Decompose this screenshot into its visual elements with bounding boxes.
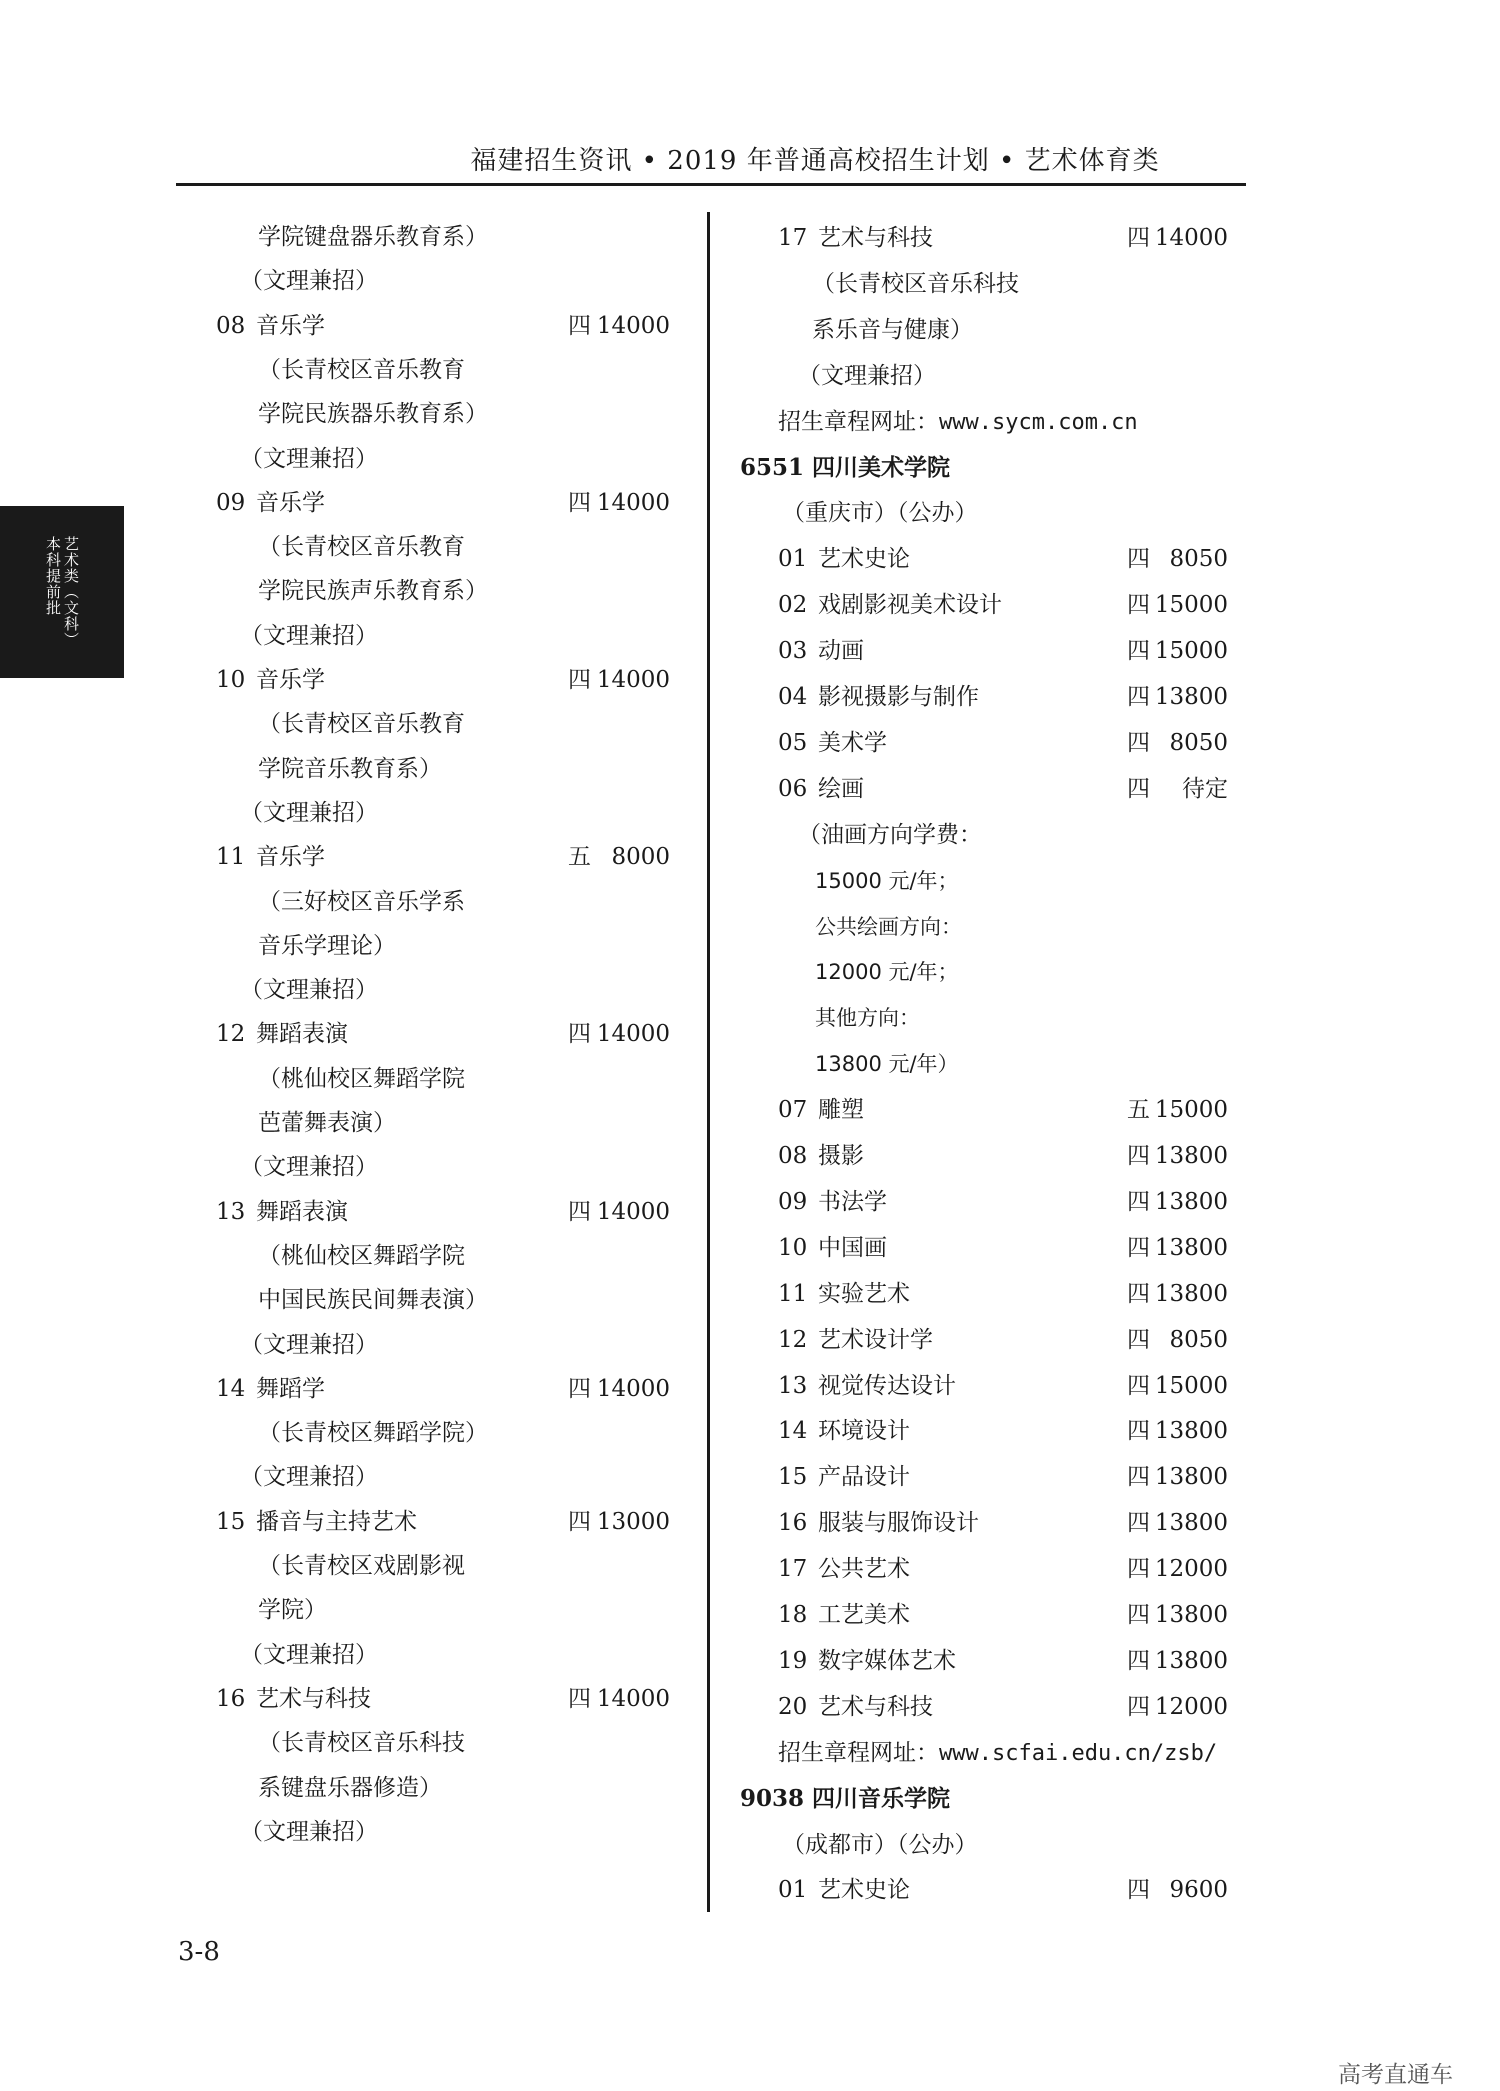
program-code: 10 <box>778 1234 808 1261</box>
url-text: www.sycm.com.cn <box>939 409 1138 435</box>
program-label <box>778 1369 956 1403</box>
program-detail: 系键盘乐器修造） <box>258 1774 442 1801</box>
program-years: 四 <box>568 1508 591 1535</box>
program-fee: 14000 <box>596 1375 670 1402</box>
program-name: 戏剧影视美术设计 <box>818 592 1002 619</box>
program-fee: 14000 <box>596 489 670 516</box>
program-years: 四 <box>1127 1602 1150 1628</box>
program-label <box>778 221 933 255</box>
program-code: 16 <box>778 1510 808 1537</box>
program-label <box>778 588 1002 622</box>
program-code: 04 <box>778 684 808 710</box>
school-name: 四川音乐学院 <box>812 1784 951 1812</box>
program-label <box>216 840 325 874</box>
program-name: 舞蹈学 <box>256 1375 325 1402</box>
program-detail: 学院民族器乐教育系） <box>258 401 488 428</box>
program-label <box>778 1414 910 1448</box>
program-label <box>778 1277 910 1311</box>
program-name: 公共艺术 <box>818 1556 910 1583</box>
enrollment-note: （文理兼招） <box>240 977 378 1004</box>
program-code: 02 <box>778 592 808 619</box>
program-name: 书法学 <box>818 1188 887 1215</box>
program-years: 四 <box>568 667 591 693</box>
program-code: 18 <box>778 1602 808 1628</box>
program-fee: 8000 <box>611 844 670 871</box>
program-detail: （长青校区音乐教育 <box>258 711 465 738</box>
program-name: 艺术史论 <box>818 546 910 573</box>
program-label <box>216 663 325 697</box>
program-fee: 13800 <box>1154 1602 1228 1628</box>
program-fee: 14000 <box>596 1685 670 1712</box>
program-label <box>778 1690 933 1724</box>
program-fee: 13800 <box>1154 1188 1228 1215</box>
program-name: 艺术史论 <box>818 1877 910 1904</box>
program-name: 服装与服饰设计 <box>818 1510 979 1537</box>
program-fee: 15000 <box>1154 638 1228 665</box>
program-label <box>778 1873 910 1907</box>
program-years: 四 <box>1127 638 1150 665</box>
program-label <box>216 1372 325 1406</box>
program-years: 五 <box>1127 1097 1150 1124</box>
program-years: 四 <box>568 312 591 339</box>
school-code: 9038 <box>740 1784 805 1812</box>
enrollment-note: （文理兼招） <box>240 445 378 472</box>
section-side-tab <box>0 506 124 678</box>
program-name: 舞蹈表演 <box>256 1198 348 1225</box>
header-rule <box>176 183 1246 186</box>
program-code: 17 <box>778 225 808 251</box>
program-code: 07 <box>778 1097 808 1124</box>
program-fee: 15000 <box>1154 1372 1228 1399</box>
program-code: 01 <box>778 546 808 573</box>
program-code: 16 <box>216 1685 246 1712</box>
program-label <box>778 726 887 760</box>
program-fee: 13800 <box>1154 684 1228 710</box>
program-detail: （桃仙校区舞蹈学院 <box>258 1242 465 1269</box>
program-name: 工艺美术 <box>818 1602 910 1628</box>
program-name: 视觉传达设计 <box>818 1372 956 1399</box>
fee-note: （油画方向学费： <box>798 821 982 848</box>
program-code: 11 <box>778 1280 808 1307</box>
program-fee: 13800 <box>1154 1510 1228 1537</box>
program-detail: （桃仙校区舞蹈学院 <box>258 1065 465 1092</box>
enrollment-note: （文理兼招） <box>240 1818 378 1845</box>
admission-url <box>778 405 1138 440</box>
program-fee: 15000 <box>1154 592 1228 619</box>
program-fee: 8050 <box>1169 1326 1228 1353</box>
enrollment-note: （文理兼招） <box>240 1331 378 1358</box>
program-code: 01 <box>778 1877 808 1904</box>
program-years: 四 <box>1127 1234 1150 1261</box>
enrollment-note: （文理兼招） <box>240 1154 378 1181</box>
fee-note: 15000 元/年； <box>815 868 959 893</box>
enrollment-note: （文理兼招） <box>240 799 378 826</box>
program-code: 09 <box>778 1188 808 1215</box>
school-name: 四川美术学院 <box>812 453 951 481</box>
program-fee: 8050 <box>1169 729 1228 756</box>
program-detail: 芭蕾舞表演） <box>258 1110 396 1136</box>
program-label <box>778 1185 887 1219</box>
program-years: 四 <box>1127 225 1150 251</box>
program-years: 四 <box>1127 1143 1150 1169</box>
program-years: 四 <box>1127 1877 1150 1904</box>
program-years: 四 <box>1127 1372 1150 1399</box>
program-fee: 14000 <box>596 312 670 339</box>
program-years: 四 <box>1127 1647 1150 1674</box>
program-label <box>778 1644 956 1678</box>
program-years: 四 <box>1127 1510 1150 1537</box>
program-code: 10 <box>216 667 246 693</box>
program-label <box>778 634 864 668</box>
program-years: 四 <box>1127 1556 1150 1583</box>
program-label <box>778 1460 910 1494</box>
program-label <box>778 680 979 714</box>
program-years: 四 <box>1127 1188 1150 1215</box>
program-label <box>778 1093 864 1127</box>
program-code: 14 <box>778 1418 808 1445</box>
program-name: 动画 <box>818 638 864 665</box>
school-title <box>740 1782 950 1816</box>
enrollment-note: （文理兼招） <box>240 622 378 649</box>
program-label <box>778 1323 933 1357</box>
program-years: 四 <box>568 1375 591 1402</box>
program-years: 四 <box>1127 1326 1150 1353</box>
program-years: 四 <box>568 1198 591 1225</box>
program-name: 音乐学 <box>256 312 325 339</box>
program-years: 五 <box>568 844 591 871</box>
program-label <box>216 1195 348 1229</box>
program-years: 四 <box>1127 1693 1150 1720</box>
program-name: 艺术与科技 <box>818 225 933 251</box>
program-years: 四 <box>568 489 591 516</box>
program-name: 音乐学 <box>256 489 325 516</box>
program-years: 四 <box>1127 1280 1150 1307</box>
program-detail: （长青校区音乐教育 <box>258 534 465 561</box>
program-label <box>216 1017 348 1051</box>
enrollment-note: （文理兼招） <box>240 1464 378 1491</box>
url-label: 招生章程网址： <box>778 408 939 435</box>
program-years: 四 <box>1127 592 1150 619</box>
url-label: 招生章程网址： <box>778 1739 939 1766</box>
program-detail: 学院民族声乐教育系） <box>258 578 488 605</box>
program-years: 四 <box>1127 546 1150 573</box>
program-detail: （长青校区音乐科技 <box>258 1730 465 1757</box>
program-years: 四 <box>1127 729 1150 756</box>
program-detail: 学院音乐教育系） <box>258 755 442 782</box>
program-code: 13 <box>778 1372 808 1399</box>
program-code: 12 <box>778 1326 808 1353</box>
program-detail: 学院） <box>258 1597 327 1624</box>
admission-url <box>778 1736 1217 1771</box>
side-tab-line2: 本科提前批 <box>44 536 62 616</box>
program-fee: 14000 <box>596 667 670 693</box>
running-header: 福建招生资讯 • 2019 年普通高校招生计划 • 艺术体育类 <box>470 146 1160 176</box>
program-code: 15 <box>778 1464 808 1491</box>
column-divider <box>707 212 710 1912</box>
program-name: 播音与主持艺术 <box>256 1508 417 1535</box>
program-fee: 13800 <box>1154 1418 1228 1445</box>
program-fee: 13800 <box>1154 1280 1228 1307</box>
program-detail: （长青校区戏剧影视 <box>258 1553 465 1579</box>
program-fee: 13000 <box>596 1508 670 1535</box>
side-tab-line1: 艺术类（文科） <box>62 536 80 648</box>
program-label <box>778 542 910 576</box>
program-years: 四 <box>1127 1418 1150 1445</box>
program-code: 20 <box>778 1693 808 1720</box>
program-fee: 12000 <box>1154 1693 1228 1720</box>
program-label <box>778 1598 910 1632</box>
program-name: 舞蹈表演 <box>256 1021 348 1048</box>
program-name: 数字媒体艺术 <box>818 1647 956 1674</box>
program-code: 06 <box>778 775 808 802</box>
program-name: 影视摄影与制作 <box>818 684 979 710</box>
program-code: 12 <box>216 1021 246 1048</box>
program-detail: 中国民族民间舞表演） <box>258 1287 488 1314</box>
fee-note: 公共绘画方向： <box>815 914 962 939</box>
school-location: （重庆市）（公办） <box>782 500 978 527</box>
program-code: 03 <box>778 638 808 665</box>
program-detail: （长青校区音乐科技 <box>812 270 1019 297</box>
program-detail: （三好校区音乐学系 <box>258 888 465 915</box>
program-label <box>216 486 325 520</box>
program-fee: 13800 <box>1154 1647 1228 1674</box>
program-name: 雕塑 <box>818 1097 864 1124</box>
watermark: 高考直通车 <box>1338 2062 1453 2088</box>
program-label <box>216 1682 371 1716</box>
program-code: 13 <box>216 1198 246 1225</box>
program-label <box>778 1231 887 1265</box>
program-name: 绘画 <box>818 775 864 802</box>
fee-note: 其他方向： <box>815 1006 920 1031</box>
program-detail: 音乐学理论） <box>258 932 396 959</box>
program-fee: 13800 <box>1154 1234 1228 1261</box>
program-name: 音乐学 <box>256 844 325 871</box>
program-label <box>778 1506 979 1540</box>
program-name: 环境设计 <box>818 1418 910 1445</box>
program-label <box>778 1139 864 1173</box>
program-detail: 学院键盘器乐教育系） <box>258 224 488 250</box>
program-years: 四 <box>568 1021 591 1048</box>
program-code: 08 <box>778 1143 808 1169</box>
program-label <box>216 309 325 343</box>
program-fee: 9600 <box>1169 1877 1228 1904</box>
program-fee: 8050 <box>1169 546 1228 573</box>
program-code: 14 <box>216 1375 246 1402</box>
program-name: 摄影 <box>818 1143 864 1169</box>
program-name: 艺术与科技 <box>256 1685 371 1712</box>
program-name: 艺术与科技 <box>818 1693 933 1720</box>
program-fee: 12000 <box>1154 1556 1228 1583</box>
program-years: 四 <box>1127 1464 1150 1491</box>
school-title <box>740 451 950 485</box>
program-name: 实验艺术 <box>818 1280 910 1307</box>
program-fee: 13800 <box>1154 1464 1228 1491</box>
fee-note: 13800 元/年） <box>815 1052 959 1077</box>
program-code: 11 <box>216 844 246 871</box>
program-fee: 14000 <box>596 1198 670 1225</box>
program-code: 17 <box>778 1556 808 1583</box>
school-code: 6551 <box>740 453 805 481</box>
program-code: 08 <box>216 312 246 339</box>
program-fee: 14000 <box>596 1021 670 1048</box>
program-fee: 13800 <box>1154 1143 1228 1169</box>
program-name: 音乐学 <box>256 667 325 693</box>
program-detail: 系乐音与健康） <box>812 316 973 343</box>
program-detail: （长青校区舞蹈学院） <box>258 1420 488 1447</box>
fee-note: 12000 元/年； <box>815 960 959 985</box>
program-name: 美术学 <box>818 729 887 756</box>
enrollment-note: （文理兼招） <box>240 268 378 295</box>
program-name: 中国画 <box>818 1234 887 1261</box>
program-code: 05 <box>778 729 808 756</box>
program-years: 四 <box>568 1685 591 1712</box>
program-name: 艺术设计学 <box>818 1326 933 1353</box>
program-years: 四 <box>1127 775 1150 802</box>
program-name: 产品设计 <box>818 1464 910 1491</box>
program-label <box>778 772 864 806</box>
enrollment-note: （文理兼招） <box>798 362 936 389</box>
program-code: 19 <box>778 1647 808 1674</box>
program-years: 四 <box>1127 684 1150 710</box>
program-code: 09 <box>216 489 246 516</box>
url-text: www.scfai.edu.cn/zsb/ <box>939 1740 1218 1766</box>
program-label <box>216 1505 417 1539</box>
program-fee: 15000 <box>1154 1097 1228 1124</box>
program-fee: 待定 <box>1182 775 1228 802</box>
program-fee: 14000 <box>1154 225 1228 251</box>
page-number: 3-8 <box>178 1937 220 1967</box>
program-detail: （长青校区音乐教育 <box>258 356 465 383</box>
program-code: 15 <box>216 1508 246 1535</box>
enrollment-note: （文理兼招） <box>240 1641 378 1668</box>
program-label <box>778 1552 910 1586</box>
school-location: （成都市）（公办） <box>782 1831 978 1858</box>
